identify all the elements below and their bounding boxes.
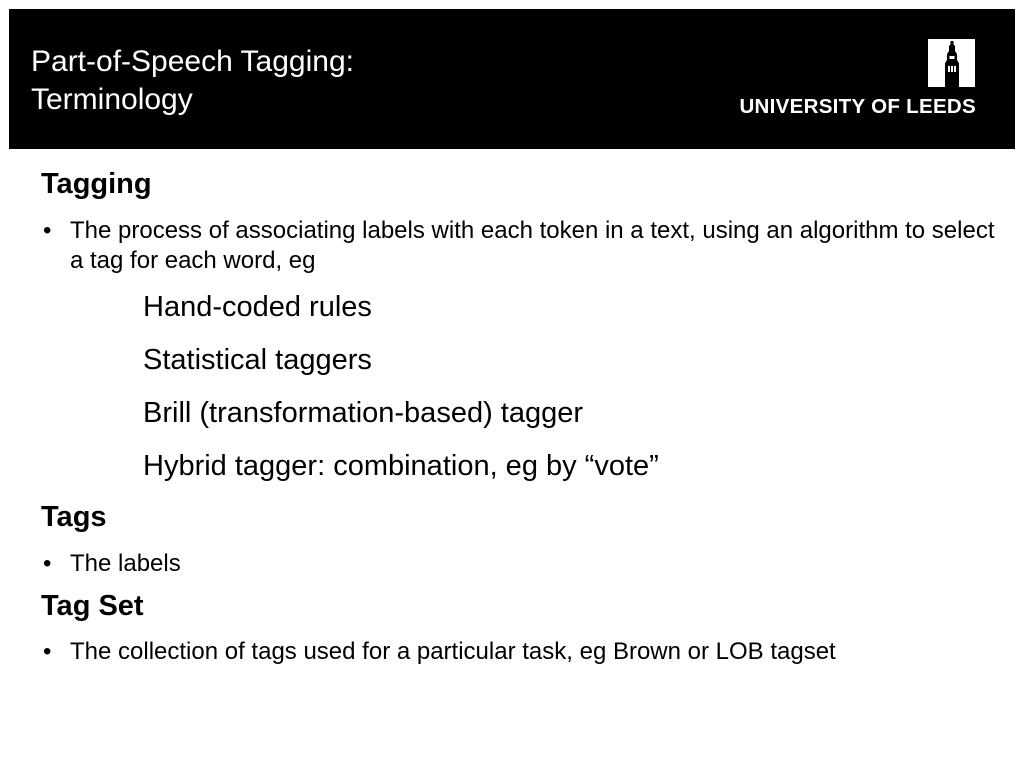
slide-content xyxy=(41,164,1001,667)
bullet-marker: • xyxy=(43,217,52,244)
section-heading-tagging: Tagging xyxy=(41,168,152,200)
bullet-text: The process of associating labels with each token in a text, using an algorithm to select a tag for each word, eg xyxy=(70,217,995,274)
section-heading-tags: Tags xyxy=(41,501,107,533)
bullet-marker: • xyxy=(43,550,52,577)
slide-title-line-2: Terminology xyxy=(31,83,193,116)
bullet-item-tag-set xyxy=(41,637,1001,667)
slide-title-line-1: Part-of-Speech Tagging: xyxy=(31,45,354,78)
list-item-hybrid-tagger: Hybrid tagger: combination, eg by “vote” xyxy=(143,450,659,482)
section-heading-tag-set: Tag Set xyxy=(41,590,144,622)
university-logo-wordmark: UNIVERSITY OF LEEDS xyxy=(739,95,976,118)
bullet-marker: • xyxy=(43,638,52,665)
tower-emblem-icon xyxy=(928,39,975,87)
slide-title xyxy=(31,43,551,119)
list-item-statistical-taggers: Statistical taggers xyxy=(143,344,372,376)
tagger-types-list xyxy=(41,281,1001,493)
bullet-text: The collection of tags used for a particular task, eg Brown or LOB tagset xyxy=(70,638,836,665)
bullet-item-tags xyxy=(41,549,1001,579)
bullet-item-tagging xyxy=(41,216,1001,276)
list-item-hand-coded-rules: Hand-coded rules xyxy=(143,291,372,323)
bullet-text: The labels xyxy=(70,550,181,577)
list-item-brill-tagger: Brill (transformation-based) tagger xyxy=(143,397,584,429)
